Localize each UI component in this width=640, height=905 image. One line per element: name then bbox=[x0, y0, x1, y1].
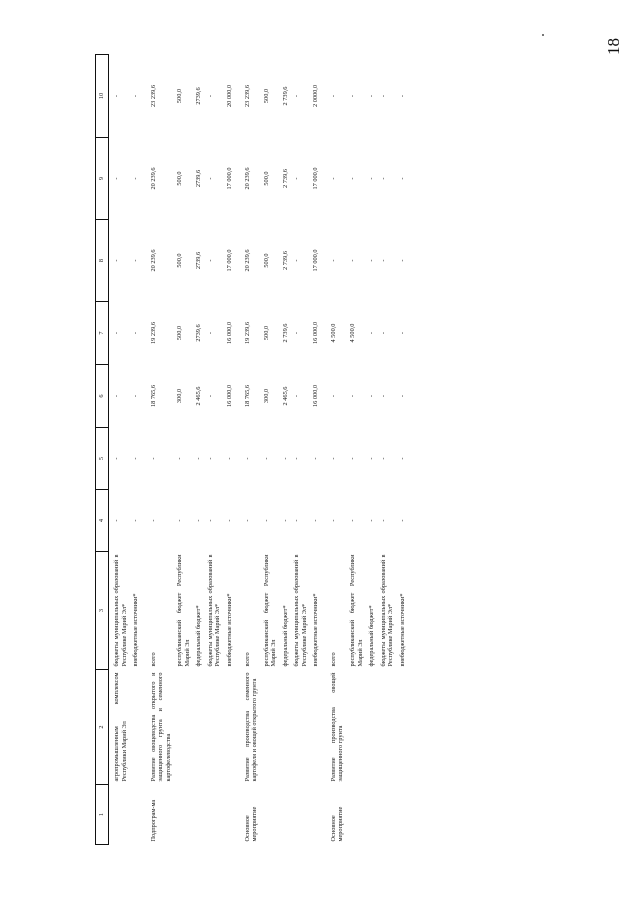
budget-table bbox=[95, 54, 408, 845]
page-number: 18 bbox=[604, 38, 623, 55]
value-col-10-cell: - bbox=[349, 94, 357, 98]
value-col-7-cell: 2739,6 bbox=[195, 324, 203, 342]
col-header-5: 5 bbox=[96, 428, 109, 490]
table-row bbox=[148, 55, 175, 845]
program-name-cell bbox=[193, 670, 205, 785]
value-col-7-cell: - bbox=[293, 331, 301, 335]
row-type-cell bbox=[174, 785, 193, 845]
value-col-7-cell: 500,0 bbox=[262, 325, 270, 341]
table-row bbox=[174, 55, 193, 845]
value-col-7-cell: - bbox=[132, 331, 140, 335]
value-col-6-cell: - bbox=[379, 394, 387, 398]
col-header-6: 6 bbox=[96, 365, 109, 428]
col-header-10: 10 bbox=[96, 55, 109, 138]
value-col-4-cell: - bbox=[398, 519, 406, 522]
value-col-10-cell: - bbox=[368, 94, 376, 98]
value-col-10-cell: - bbox=[132, 94, 140, 98]
value-col-9-cell: - bbox=[113, 177, 120, 180]
col-header-3: 3 bbox=[96, 552, 109, 670]
program-name-cell bbox=[310, 670, 322, 785]
value-col-8-cell: - bbox=[379, 259, 387, 262]
value-col-8-cell: 17 000,0 bbox=[312, 249, 320, 272]
table-row bbox=[397, 55, 409, 845]
value-col-8-cell: - bbox=[329, 259, 337, 262]
program-name-cell bbox=[378, 670, 397, 785]
value-col-8-cell: 20 239,6 bbox=[243, 249, 251, 272]
value-col-6-cell: 16 000,0 bbox=[312, 384, 320, 408]
funding-source-cell: внебюджетные источники* bbox=[132, 593, 140, 667]
value-col-8-cell: 500,0 bbox=[262, 253, 270, 268]
funding-source-cell: республиканский бюджет Республики Марий Эл bbox=[349, 554, 364, 667]
program-name-cell bbox=[130, 670, 142, 785]
table-row bbox=[378, 55, 397, 845]
table-row bbox=[261, 55, 280, 845]
value-col-10-cell: - bbox=[379, 94, 387, 98]
value-col-10-cell: - bbox=[329, 94, 337, 98]
value-col-5-cell: - bbox=[368, 457, 376, 460]
funding-source-cell: внебюджетные источники* bbox=[398, 593, 406, 667]
table-row bbox=[347, 55, 366, 845]
table-body bbox=[109, 55, 409, 845]
value-col-10-cell: 20 000,0 bbox=[226, 84, 234, 108]
value-col-5-cell: - bbox=[349, 457, 357, 460]
value-col-4-cell: - bbox=[195, 519, 203, 522]
value-col-9-cell: 500,0 bbox=[262, 171, 270, 186]
value-col-5-cell: - bbox=[379, 457, 387, 460]
value-col-4-cell: - bbox=[312, 519, 320, 522]
value-col-7-cell: - bbox=[379, 331, 387, 335]
value-col-9-cell: 17 000,0 bbox=[226, 167, 234, 190]
value-col-6-cell: 2 465,6 bbox=[281, 386, 289, 406]
value-col-4-cell: - bbox=[262, 519, 270, 522]
value-col-5-cell: - bbox=[149, 457, 157, 460]
col-header-1: 1 bbox=[96, 785, 109, 845]
value-col-10-cell: - bbox=[206, 94, 214, 98]
value-col-4-cell: - bbox=[132, 519, 140, 522]
value-col-4-cell: - bbox=[226, 519, 234, 522]
value-col-5-cell: - bbox=[262, 457, 270, 460]
header-row bbox=[96, 55, 109, 845]
value-col-5-cell: - bbox=[329, 457, 337, 460]
value-col-6-cell: 2 465,6 bbox=[195, 386, 203, 406]
rotated-page bbox=[95, 55, 610, 845]
col-header-9: 9 bbox=[96, 138, 109, 220]
col-header-7: 7 bbox=[96, 302, 109, 365]
value-col-8-cell: - bbox=[398, 259, 406, 262]
value-col-4-cell: - bbox=[176, 519, 184, 522]
col-header-2: 2 bbox=[96, 670, 109, 785]
value-col-7-cell: - bbox=[368, 331, 376, 335]
table-row bbox=[224, 55, 236, 845]
value-col-10-cell: 23 239,6 bbox=[243, 84, 251, 108]
value-col-8-cell: 500,0 bbox=[176, 253, 184, 268]
program-name-cell: Развитие производства семенного картофеля и овощей открытого грунта bbox=[243, 672, 259, 782]
value-col-5-cell: - bbox=[281, 457, 289, 460]
row-type-cell bbox=[130, 785, 142, 845]
value-col-10-cell: 2 739,6 bbox=[281, 86, 289, 106]
value-col-5-cell: - bbox=[226, 457, 234, 460]
value-col-9-cell: - bbox=[368, 177, 376, 180]
value-col-4-cell: - bbox=[206, 519, 214, 522]
program-name-cell: Развитие производства овощей защищенного грунта bbox=[329, 672, 345, 782]
value-col-7-cell: 2 739,6 bbox=[281, 323, 289, 343]
value-col-5-cell: - bbox=[113, 457, 120, 460]
table-row bbox=[310, 55, 322, 845]
value-col-9-cell: - bbox=[379, 177, 387, 180]
row-type-cell bbox=[280, 785, 292, 845]
value-col-4-cell: - bbox=[349, 519, 357, 522]
scan-artifact bbox=[542, 34, 544, 36]
funding-source-cell: федеральный бюджет* bbox=[368, 605, 376, 667]
value-col-8-cell: - bbox=[349, 259, 357, 262]
value-col-10-cell: - bbox=[398, 94, 406, 98]
value-col-6-cell: - bbox=[368, 394, 376, 398]
value-col-5-cell: - bbox=[176, 457, 184, 460]
value-col-6-cell: 300,0 bbox=[262, 388, 270, 404]
value-col-7-cell: 19 239,6 bbox=[149, 321, 157, 345]
value-col-7-cell: 4 500,0 bbox=[329, 323, 337, 343]
value-col-7-cell: 500,0 bbox=[176, 325, 184, 341]
value-col-7-cell: 4 500,0 bbox=[349, 323, 357, 343]
value-col-9-cell: - bbox=[349, 177, 357, 180]
value-col-10-cell: 23 239,6 bbox=[149, 84, 157, 108]
funding-source-cell: бюджеты муниципальных образований в Республике Марий Эл* bbox=[113, 554, 128, 667]
funding-source-cell: федеральный бюджет* bbox=[195, 605, 203, 667]
value-col-4-cell: - bbox=[243, 519, 251, 522]
value-col-9-cell: - bbox=[329, 177, 337, 180]
funding-source-cell: всего bbox=[243, 652, 251, 667]
row-type-cell bbox=[347, 785, 366, 845]
value-col-6-cell: 300,0 bbox=[176, 388, 184, 404]
value-col-8-cell: - bbox=[206, 259, 214, 262]
value-col-10-cell: 500,0 bbox=[262, 88, 270, 104]
funding-source-cell: бюджеты муниципальных образований в Республике Марий Эл* bbox=[206, 554, 222, 667]
value-col-4-cell: - bbox=[329, 519, 337, 522]
value-col-9-cell: 20 239,6 bbox=[149, 167, 157, 190]
program-name-cell bbox=[291, 670, 310, 785]
value-col-7-cell: 16 000,0 bbox=[226, 321, 234, 345]
value-col-5-cell: - bbox=[398, 457, 406, 460]
value-col-5-cell: - bbox=[312, 457, 320, 460]
row-type-cell bbox=[291, 785, 310, 845]
value-col-8-cell: - bbox=[113, 259, 120, 262]
row-type-cell: Основное мероприятие bbox=[243, 806, 259, 842]
row-type-cell bbox=[378, 785, 397, 845]
value-col-7-cell: 16 000,0 bbox=[312, 321, 320, 345]
value-col-9-cell: 2739,6 bbox=[195, 169, 203, 188]
table-row bbox=[291, 55, 310, 845]
table-row bbox=[242, 55, 261, 845]
funding-source-cell: бюджеты муниципальных образований в Республике Марий Эл* bbox=[293, 554, 308, 667]
value-col-9-cell: 2 739,6 bbox=[281, 169, 289, 188]
funding-source-cell: республиканский бюджет Республики Марий Эл bbox=[176, 554, 191, 667]
value-col-8-cell: - bbox=[132, 259, 140, 262]
funding-source-cell: внебюджетные источники* bbox=[226, 593, 234, 667]
value-col-6-cell: - bbox=[293, 394, 301, 398]
value-col-8-cell: 2 739,6 bbox=[281, 251, 289, 270]
value-col-9-cell: 500,0 bbox=[176, 171, 184, 186]
value-col-6-cell: 18 765,6 bbox=[243, 384, 251, 408]
funding-source-cell: внебюджетные источники* bbox=[312, 593, 320, 667]
program-name-cell bbox=[280, 670, 292, 785]
value-col-10-cell: 2 0000,0 bbox=[312, 84, 320, 108]
value-col-9-cell: - bbox=[132, 177, 140, 180]
value-col-6-cell: - bbox=[349, 394, 357, 398]
program-name-cell bbox=[397, 670, 409, 785]
value-col-9-cell: 20 239,6 bbox=[243, 167, 251, 190]
value-col-10-cell: - bbox=[293, 94, 301, 98]
value-col-8-cell: 17 000,0 bbox=[226, 249, 234, 272]
row-type-cell bbox=[205, 785, 224, 845]
value-col-9-cell: 17 000,0 bbox=[312, 167, 320, 190]
program-name-cell bbox=[366, 670, 378, 785]
value-col-10-cell: - bbox=[113, 94, 120, 98]
value-col-8-cell: - bbox=[293, 259, 301, 262]
value-col-4-cell: - bbox=[293, 519, 301, 522]
program-name-cell: Развитие овощеводства открытого и защищенного грунта и семенного картофелеводства bbox=[149, 672, 172, 782]
table-row bbox=[366, 55, 378, 845]
value-col-4-cell: - bbox=[379, 519, 387, 522]
row-type-cell bbox=[261, 785, 280, 845]
value-col-4-cell: - bbox=[281, 519, 289, 522]
value-col-10-cell: 2739,6 bbox=[195, 87, 203, 105]
program-name-cell: агропромышленным комплексом Республики Марий Эл bbox=[113, 672, 128, 782]
value-col-5-cell: - bbox=[195, 457, 203, 460]
row-type-cell bbox=[224, 785, 236, 845]
value-col-7-cell: - bbox=[113, 331, 120, 335]
funding-source-cell: бюджеты муниципальных образований в Республике Марий Эл* bbox=[379, 554, 395, 667]
value-col-4-cell: - bbox=[149, 519, 157, 522]
value-col-4-cell: - bbox=[113, 519, 120, 522]
value-col-6-cell: - bbox=[398, 394, 406, 398]
value-col-9-cell: - bbox=[293, 177, 301, 180]
value-col-6-cell: 16 000,0 bbox=[226, 384, 234, 408]
value-col-5-cell: - bbox=[243, 457, 251, 460]
row-type-cell bbox=[193, 785, 205, 845]
value-col-10-cell: 500,0 bbox=[176, 88, 184, 104]
value-col-7-cell: - bbox=[206, 331, 214, 335]
table-row bbox=[280, 55, 292, 845]
row-type-cell bbox=[109, 785, 131, 845]
row-type-cell bbox=[366, 785, 378, 845]
program-name-cell bbox=[174, 670, 193, 785]
program-name-cell bbox=[205, 670, 224, 785]
funding-source-cell: всего bbox=[329, 652, 337, 667]
value-col-5-cell: - bbox=[132, 457, 140, 460]
table-row bbox=[130, 55, 142, 845]
value-col-8-cell: - bbox=[368, 259, 376, 262]
funding-source-cell: республиканский бюджет Республики Марий Эл bbox=[262, 554, 278, 667]
table-row bbox=[193, 55, 205, 845]
row-type-cell bbox=[397, 785, 409, 845]
value-col-9-cell: - bbox=[206, 177, 214, 180]
value-col-5-cell: - bbox=[206, 457, 214, 460]
value-col-6-cell: - bbox=[329, 394, 337, 398]
value-col-4-cell: - bbox=[368, 519, 376, 522]
value-col-6-cell: - bbox=[113, 394, 120, 398]
table-row bbox=[328, 55, 347, 845]
funding-source-cell: всего bbox=[149, 652, 157, 667]
value-col-6-cell: 18 765,6 bbox=[149, 384, 157, 408]
value-col-5-cell: - bbox=[293, 457, 301, 460]
col-header-8: 8 bbox=[96, 220, 109, 302]
value-col-7-cell: 19 239,6 bbox=[243, 321, 251, 345]
value-col-6-cell: - bbox=[206, 394, 214, 398]
row-type-cell: Основное мероприятие bbox=[329, 806, 345, 842]
program-name-cell bbox=[261, 670, 280, 785]
value-col-9-cell: - bbox=[398, 177, 406, 180]
col-header-4: 4 bbox=[96, 490, 109, 552]
table-row bbox=[205, 55, 224, 845]
value-col-8-cell: 20 239,6 bbox=[149, 249, 157, 272]
row-type-cell bbox=[310, 785, 322, 845]
program-name-cell bbox=[347, 670, 366, 785]
value-col-7-cell: - bbox=[398, 331, 406, 335]
value-col-6-cell: - bbox=[132, 394, 140, 398]
program-name-cell bbox=[224, 670, 236, 785]
row-type-cell: Подпрограм-ма bbox=[149, 799, 157, 842]
value-col-8-cell: 2739,6 bbox=[195, 251, 203, 270]
funding-source-cell: федеральный бюджет* bbox=[281, 605, 289, 667]
table-row bbox=[109, 55, 131, 845]
